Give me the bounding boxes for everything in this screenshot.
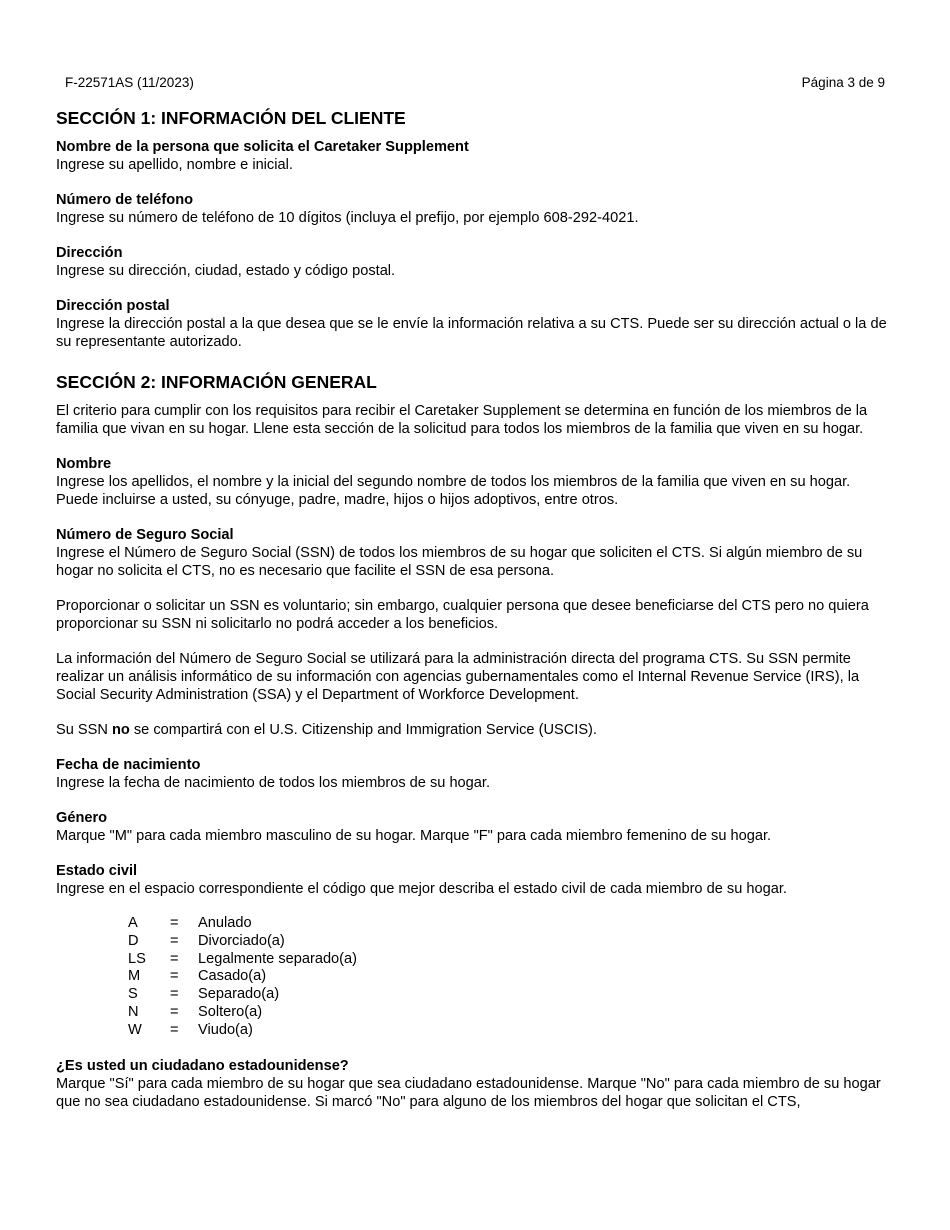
equals: = — [170, 932, 179, 949]
code-row — [128, 933, 357, 951]
section1-title: SECCIÓN 1: INFORMACIÓN DEL CLIENTE — [56, 108, 406, 128]
field-telefono — [56, 191, 896, 227]
field-label: ¿Es usted un ciudadano estadounidense? — [56, 1057, 349, 1074]
field-text: Ingrese la dirección postal a la que desea que se le envíe la información relativa a su CTS. Puede ser su dirección actual o la de su representante autorizado. — [56, 316, 887, 350]
field-text: Ingrese su apellido, nombre e inicial. — [56, 157, 293, 173]
field-estado-civil — [56, 862, 896, 898]
ssn-share-bold: no — [111, 722, 130, 738]
code-row — [128, 968, 357, 986]
ssn-voluntary: Proporcionar o solicitar un SSN es voluntario; sin embargo, cualquier persona que desee beneficiarse del CTS pero no quiera proporcionar su SSN ni solicitarlo no podrá acceder a los beneficios. — [56, 598, 869, 632]
ssn-usage: La información del Número de Seguro Social se utilizará para la administración directa del programa CTS. Su SSN permite realizar un análisis informático de su información con agencias gubernamentales como el Internal Revenue Service (IRS), la Social Security Administration (SSA) y el Department of Workforce Development. — [56, 651, 860, 703]
field-text: Ingrese su número de teléfono de 10 dígitos (incluya el prefijo, por ejemplo 608-292-4021. — [56, 210, 639, 226]
field-text: Marque "M" para cada miembro masculino de su hogar. Marque "F" para cada miembro femenino de su hogar. — [56, 828, 772, 844]
field-direccion-postal — [56, 297, 896, 351]
field-label: Dirección — [56, 245, 123, 261]
field-fecha-nacimiento — [56, 756, 896, 792]
meaning: Viudo(a) — [198, 1021, 253, 1038]
field-text: Marque "Sí" para cada miembro de su hogar que sea ciudadano estadounidense. Marque "No" para cada miembro de su hogar que no sea ciudadano estadounidense. Si marcó "No" para alguno de los miembros del hogar que solicitan el CTS, — [56, 1075, 881, 1110]
code: M — [128, 968, 141, 985]
ssn-share-post: se compartirá con el U.S. Citizenship and Immigration Service (USCIS). — [129, 722, 597, 738]
field-text: Ingrese la fecha de nacimiento de todos los miembros de su hogar. — [56, 775, 491, 791]
meaning: Casado(a) — [198, 968, 267, 985]
code-row — [128, 1022, 357, 1040]
meaning: Separado(a) — [198, 986, 280, 1003]
code-row — [128, 915, 357, 933]
field-label: Estado civil — [56, 863, 138, 879]
field-text: Ingrese los apellidos, el nombre y la inicial del segundo nombre de todos los miembros de la familia que viven en su hogar. Puede incluirse a usted, su cónyuge, padre, madre, hijos o hijos adoptivos, entre otros. — [56, 474, 851, 508]
field-label: Género — [56, 810, 108, 826]
document-body — [56, 107, 896, 1128]
field-label: Número de teléfono — [56, 192, 194, 208]
code-row — [128, 951, 357, 969]
code-row — [128, 1004, 357, 1022]
field-label: Número de Seguro Social — [56, 527, 234, 543]
field-ciudadano — [56, 1057, 896, 1111]
section2-intro: El criterio para cumplir con los requisitos para recibir el Caretaker Supplement se determina en función de los miembros de la familia que vivan en su hogar. Llene esta sección de la solicitud para todos los miembros de la familia que viven en su hogar. — [56, 403, 868, 437]
field-label: Nombre — [56, 456, 112, 472]
field-text: Ingrese su dirección, ciudad, estado y código postal. — [56, 263, 396, 279]
code: D — [128, 932, 139, 949]
marital-codes-table — [128, 915, 357, 1040]
equals: = — [170, 950, 179, 967]
code: LS — [128, 950, 146, 967]
field-label: Dirección postal — [56, 298, 170, 314]
equals: = — [170, 1003, 179, 1020]
meaning: Anulado — [198, 915, 252, 931]
code-row — [128, 986, 357, 1004]
ssn-share — [56, 721, 896, 739]
field-nombre — [56, 455, 896, 509]
field-label: Nombre de la persona que solicita el Caretaker Supplement — [56, 139, 469, 155]
field-nombre-solicitante — [56, 138, 896, 174]
code: W — [128, 1021, 142, 1038]
equals: = — [170, 986, 179, 1003]
form-id: F-22571AS (11/2023) — [65, 75, 194, 90]
ssn-share-pre: Su SSN — [56, 722, 112, 738]
code: N — [128, 1003, 139, 1020]
field-genero — [56, 809, 896, 845]
meaning: Soltero(a) — [198, 1003, 263, 1020]
equals: = — [170, 968, 179, 985]
field-text: Ingrese en el espacio correspondiente el código que mejor describa el estado civil de cada miembro de su hogar. — [56, 881, 787, 897]
field-direccion — [56, 244, 896, 280]
code: S — [128, 986, 138, 1003]
equals: = — [170, 1021, 179, 1038]
equals: = — [170, 915, 179, 931]
section2-title: SECCIÓN 2: INFORMACIÓN GENERAL — [56, 372, 377, 392]
meaning: Legalmente separado(a) — [198, 950, 358, 967]
meaning: Divorciado(a) — [198, 932, 285, 949]
field-text: Ingrese el Número de Seguro Social (SSN) de todos los miembros de su hogar que soliciten el CTS. Si algún miembro de su hogar no solicita el CTS, no es necesario que facilite el SSN de esa persona. — [56, 545, 863, 579]
field-ssn — [56, 526, 896, 580]
code: A — [128, 915, 138, 931]
page-number: Página 3 de 9 — [801, 75, 885, 90]
field-label: Fecha de nacimiento — [56, 757, 201, 773]
